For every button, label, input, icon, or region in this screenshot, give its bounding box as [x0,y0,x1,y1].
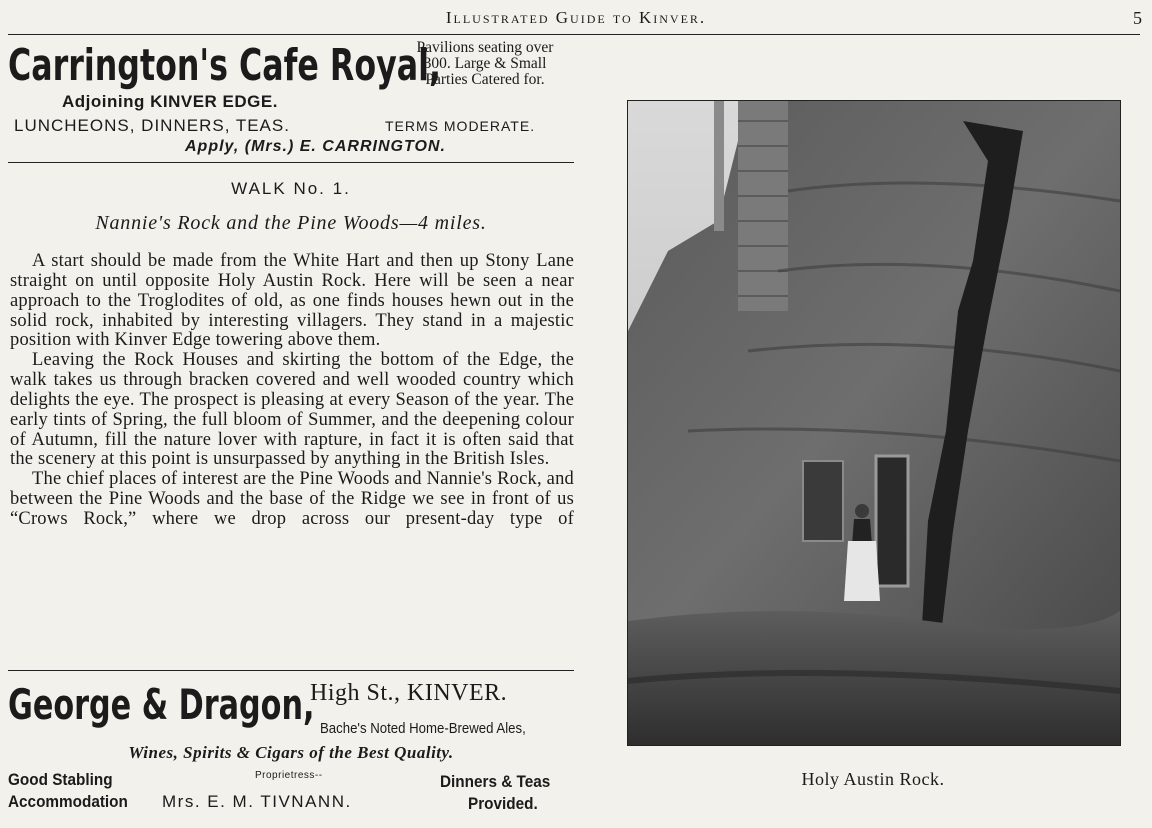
cafe-ad-divider [8,162,574,163]
george-ad-dinners-1: Dinners & Teas [440,772,551,791]
george-ad-divider [8,670,574,671]
photo-chimney [738,101,788,311]
george-ad-stabling-2: Accommodation [8,792,128,811]
cafe-ad-terms: TERMS MODERATE. [385,118,536,134]
photo-tree-trunk [714,101,724,231]
cafe-ad-name: Carrington's Cafe Royal, [8,40,442,91]
running-header: Illustrated Guide to Kinver. [445,8,707,27]
george-ad-dinners-2: Provided. [468,794,538,813]
header-rule [8,34,1140,35]
george-ad-wines: Wines, Spirits & Cigars of the Best Quality. [128,743,454,762]
walk-paragraph: The chief places of interest are the Pine Woods and Nannie's Rock, and between the Pine Woods and the base of the Ridge we see in front of us “Crows Rock,” where we drop across our present-day type of [10,469,574,529]
walk-paragraph: A start should be made from the White Hart and then up Stony Lane straight on until opposite Holy Austin Rock. Here will be seen a near approach to the Troglodites of old, as one finds houses hewn out in the solid rock, inhabited by interesting villagers. They stand in a majestic position with Kinver Edge towering above them. [10,251,574,351]
george-ad-proprietress-label: Proprietress-- [255,770,323,781]
george-ad-address: High St., KINVER. [310,680,508,706]
george-ad-ales: Bache's Noted Home-Brewed Ales, [320,720,526,737]
holy-austin-rock-photo [627,100,1121,746]
cafe-ad-adjoining: Adjoining KINVER EDGE. [62,92,278,111]
walk-paragraph: Leaving the Rock Houses and skirting the bottom of the Edge, the walk takes us through bracken covered and well wooded country which delights the eye. The prospect is pleasing at every Season of the year. The early tints of Spring, the full bloom of Summer, and the deepening colour of Autumn, fill the nature lover with rapture, in fact it is often said that the scenery at this point is unsurpassed by anything in the British Isles. [10,350,574,470]
page-number: 5 [1133,8,1142,28]
george-ad-stabling-1: Good Stabling [8,770,113,789]
walk-number: WALK No. 1. [231,179,351,198]
photo-window [803,461,843,541]
cafe-ad-apply: Apply, (Mrs.) E. CARRINGTON. [185,138,446,155]
walk-title: Nannie's Rock and the Pine Woods—4 miles. [95,212,487,234]
photo-doorway [876,456,908,586]
cafe-ad-meals: LUNCHEONS, DINNERS, TEAS. [14,116,290,135]
cafe-ad-capacity: 300. Large & Small [423,55,547,72]
george-ad-proprietress: Mrs. E. M. TIVNANN. [162,792,352,811]
photo-caption: Holy Austin Rock. [801,769,945,789]
george-ad-name: George & Dragon, [8,680,315,729]
cafe-ad-pavilions-note [385,40,585,88]
cafe-ad-pavilions: Pavilions seating over [416,39,554,56]
walk-body [10,252,574,530]
cafe-ad-parties: Parties Catered for. [425,71,545,88]
